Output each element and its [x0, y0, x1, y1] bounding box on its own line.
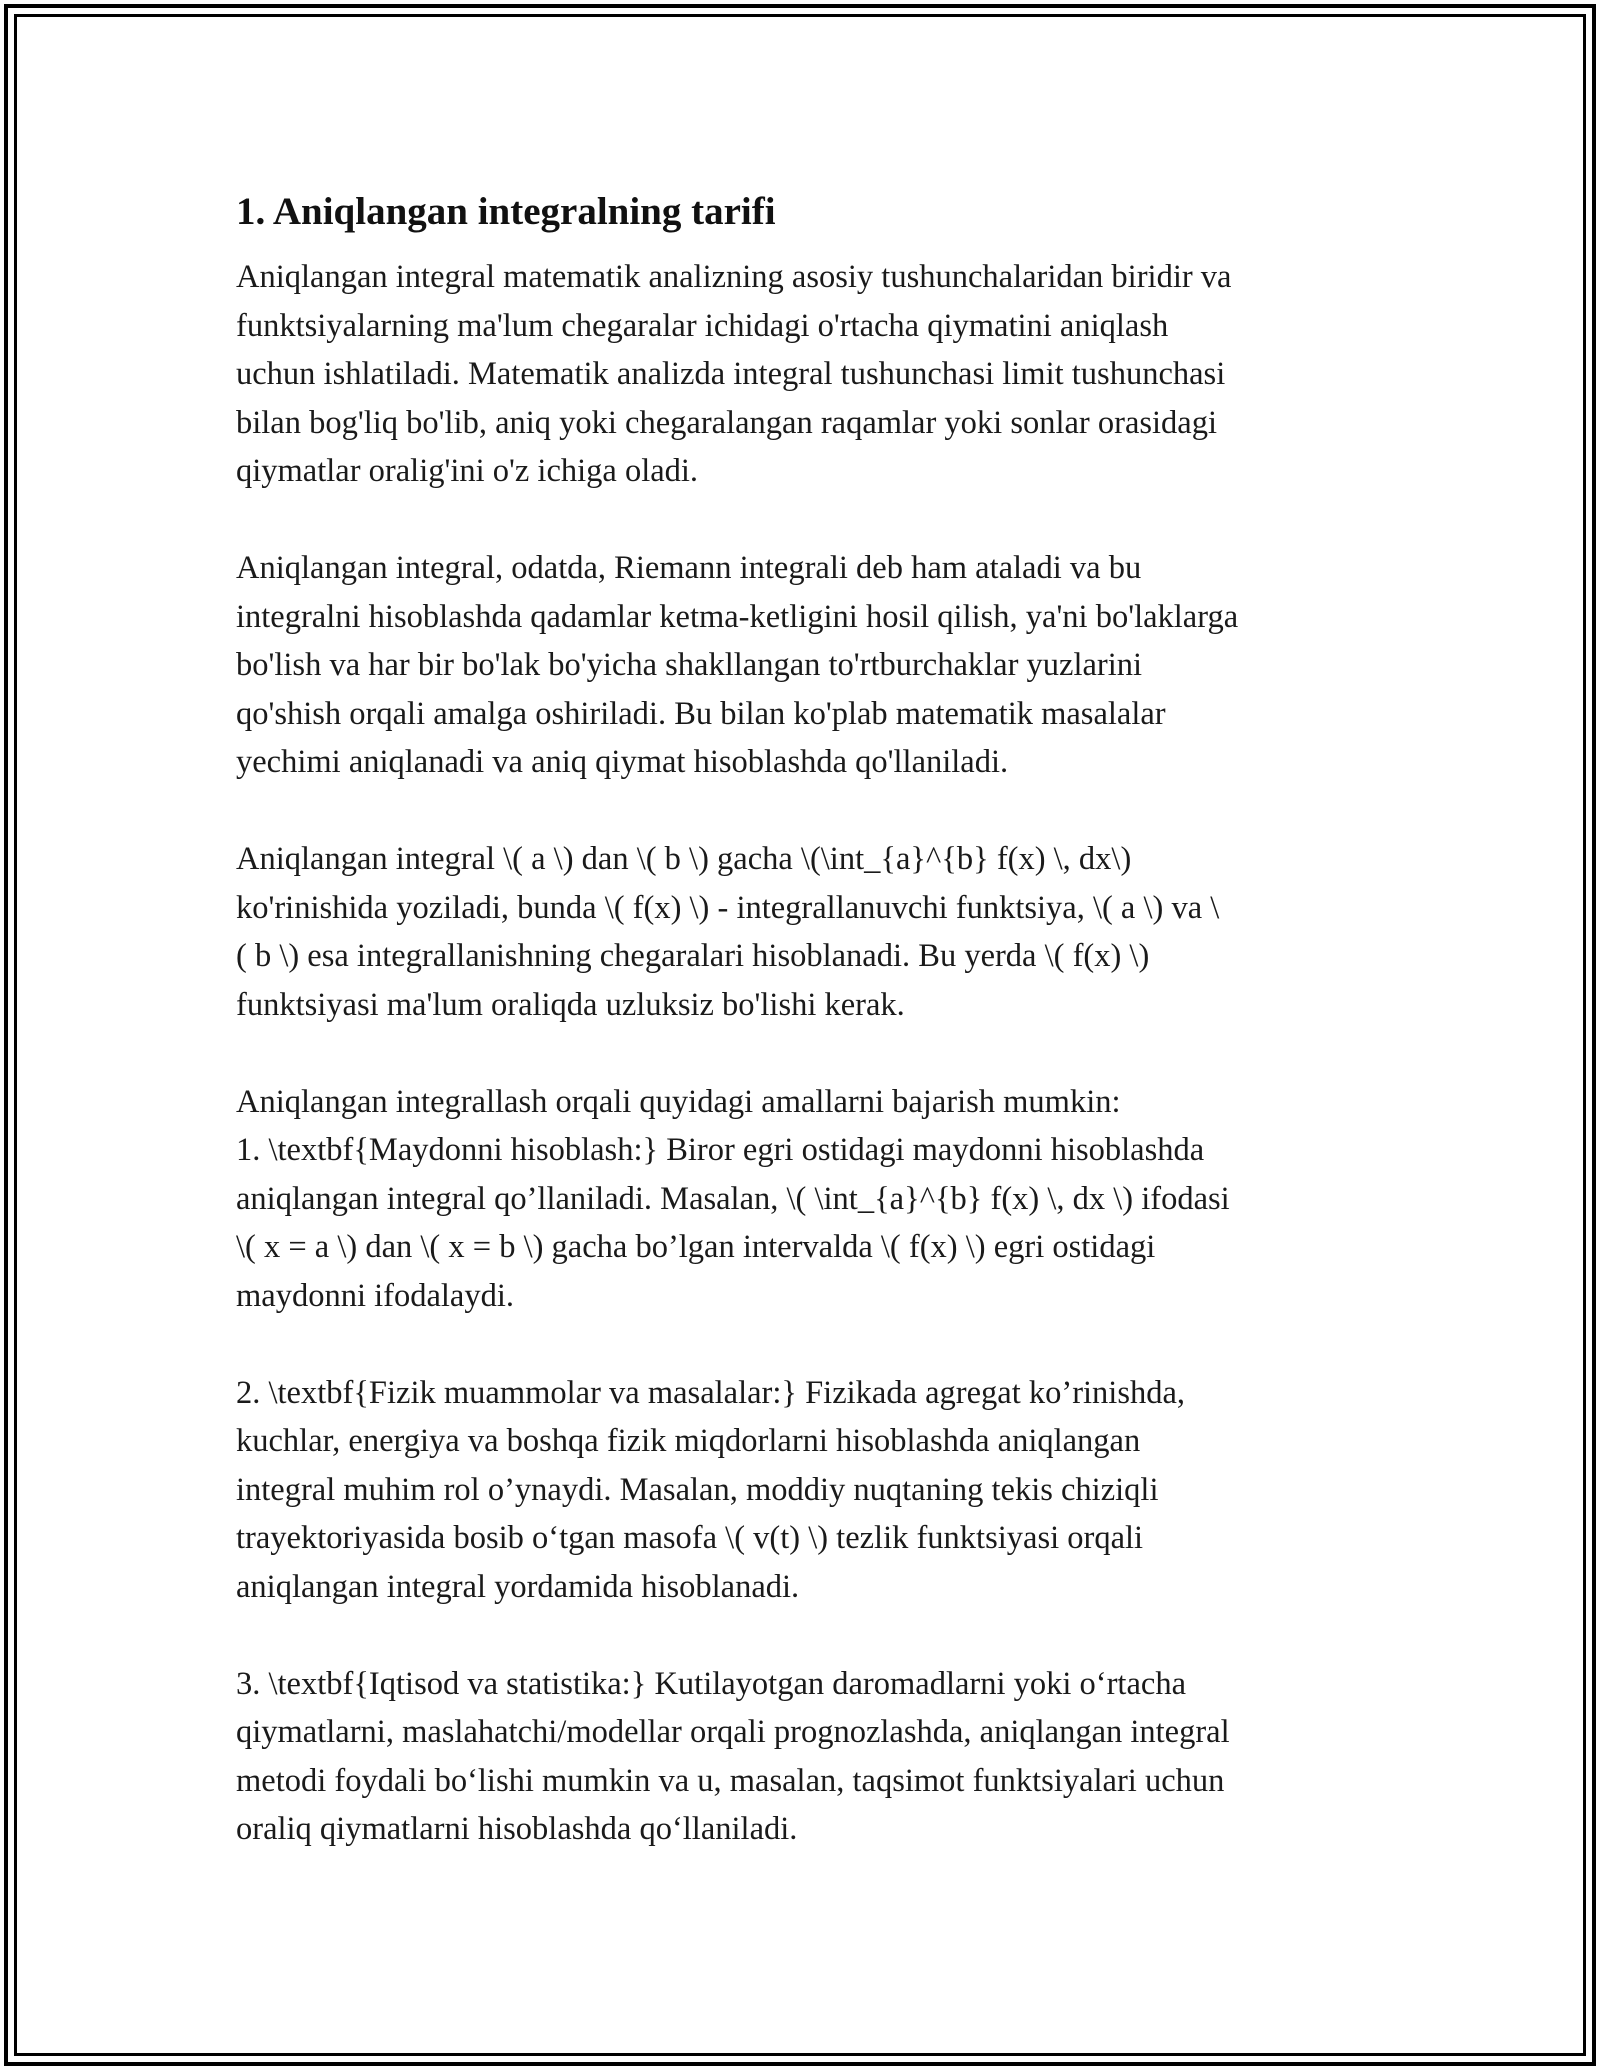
paragraph-uses-economics: 3. \textbf{Iqtisod va statistika:} Kutilayotgan daromadlarni yoki o‘rtacha qiymatlarni, maslahatchi/modellar orqali prognozlashda, aniqlangan integral metodi foydali bo‘lishi mumkin va u, masalan, taqsimot funktsiyalari uchun oraliq qiymatlarni hisoblashda qo‘llaniladi.: [236, 1665, 1230, 1847]
paragraph-notation: Aniqlangan integral \( a \) dan \( b \) gacha \(\int_{a}^{b} f(x) \, dx\) ko'rinishida yoziladi, bunda \( f(x) \) - integrallanuvchi funktsiya, \( a \) va \ ( b \) esa integrallanishning chegaralari hisoblanadi. Bu yerda \( f(x) \) funktsiyasi ma'lum oraliqda uzluksiz bo'lishi kerak.: [236, 841, 1220, 1023]
paragraph-uses-area: Aniqlangan integrallash orqali quyidagi amallarni bajarish mumkin: 1. \textbf{Maydonni hisoblash:} Biror egri ostidagi maydonni hisoblashda aniqlangan integral qo’llaniladi. Masalan, \( \int_{a}^{b} f(x) \, dx \) ifodasi \( x = a \) dan \( x = b \) gacha bo’lgan intervalda \( f(x) \) egri ostidagi maydonni ifodalaydi.: [236, 1083, 1230, 1314]
paragraph-uses-physics: 2. \textbf{Fizik muammolar va masalalar:} Fizikada agregat ko’rinishda, kuchlar, energiya va boshqa fizik miqdorlarni hisoblashda aniqlangan integral muhim rol o’ynaydi. Masalan, moddiy nuqtaning tekis chiziqli trayektoriyasida bosib o‘tgan masofa \( v(t) \) tezlik funktsiyasi orqali aniqlangan integral yordamida hisoblanadi.: [236, 1374, 1186, 1605]
paragraph-riemann: Aniqlangan integral, odatda, Riemann integrali deb ham ataladi va bu integralni hisoblashda qadamlar ketma-ketligini hosil qilish, ya'ni bo'laklarga bo'lish va har bir bo'lak bo'yicha shakllangan to'rtburchaklar yuzlarini qo'shish orqali amalga oshiriladi. Bu bilan ko'plab matematik masalalar yechimi aniqlanadi va aniq qiymat hisoblashda qo'llaniladi.: [236, 550, 1239, 780]
paragraph-definition: Aniqlangan integral matematik analizning asosiy tushunchalaridan biridir va funktsiyalarning ma'lum chegaralar ichidagi o'rtacha qiymatini aniqlash uchun ishlatiladi. Matematik analizda integral tushunchasi limit tushunchasi bilan bog'liq bo'lib, aniq yoki chegaralangan raqamlar yoki sonlar orasidagi qiymatlar oralig'ini o'z ichiga oladi.: [236, 259, 1232, 489]
section-heading: 1. Aniqlangan integralning tarifi: [236, 190, 776, 233]
document-body: [236, 185, 1376, 1902]
